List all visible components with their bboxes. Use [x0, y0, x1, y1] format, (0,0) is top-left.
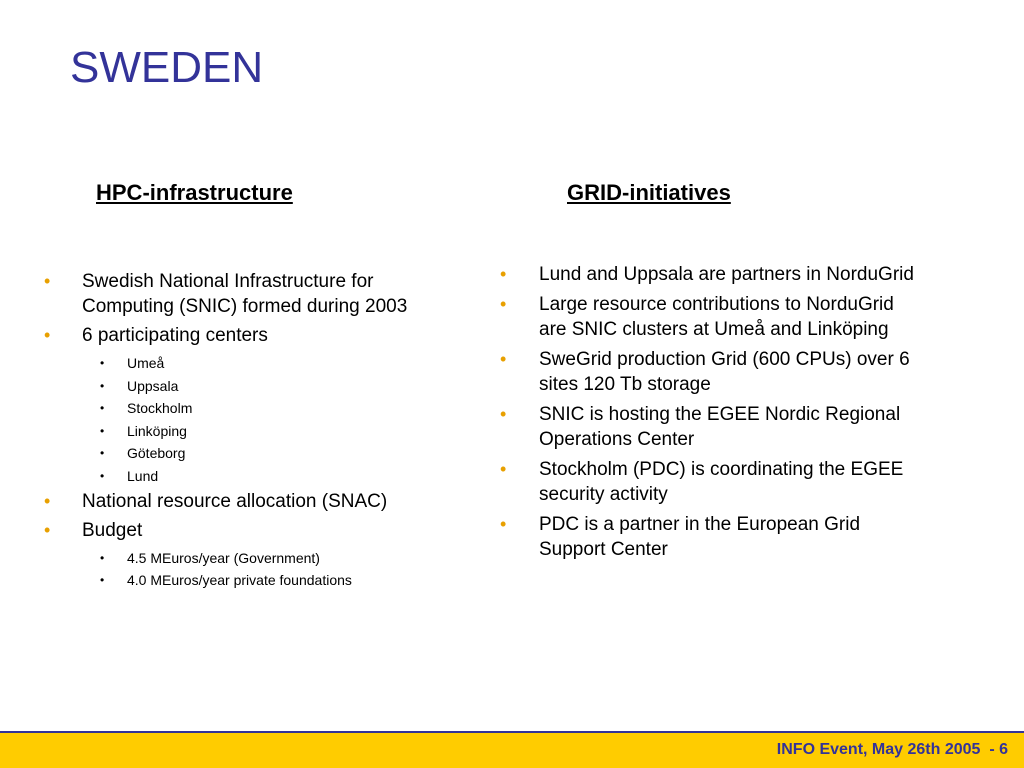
list-item-text: 6 participating centers — [82, 325, 268, 346]
sub-item-text: Lund — [127, 467, 159, 484]
sub-bullet-icon: • — [100, 356, 105, 370]
list-item — [44, 269, 464, 319]
sub-list-item — [44, 547, 464, 570]
bullet-icon: • — [500, 514, 507, 534]
bullet-icon: • — [44, 519, 51, 540]
sub-list-item — [44, 442, 464, 465]
sub-list-item — [44, 352, 464, 375]
list-item — [500, 457, 920, 507]
bullet-icon: • — [500, 459, 507, 479]
list-item-text: SNIC is hosting the EGEE Nordic Regional Operations Center — [539, 404, 901, 450]
sub-list-item — [44, 465, 464, 488]
sub-item-text: Linköping — [127, 422, 187, 439]
sub-bullet-icon: • — [100, 401, 105, 416]
sub-list-item — [44, 397, 464, 420]
grid-initiatives-heading: GRID-initiatives — [567, 180, 731, 205]
list-item-text: SweGrid production Grid (600 CPUs) over 6 sites 120 Tb storage — [539, 349, 910, 395]
grid-initiatives-list — [500, 262, 920, 567]
list-item-text: National resource allocation (SNAC) — [82, 490, 388, 512]
list-item — [44, 489, 464, 514]
sub-list-item — [44, 569, 464, 592]
sub-item-text: 4.5 MEuros/year (Government) — [127, 549, 320, 566]
centers-sub-list — [44, 352, 464, 488]
slide-title: SWEDEN — [70, 43, 264, 92]
hpc-infrastructure-list — [44, 269, 464, 593]
list-item-text: PDC is a partner in the European Grid Support Center — [539, 514, 861, 560]
bullet-icon: • — [500, 264, 507, 284]
list-item — [500, 292, 920, 342]
bullet-icon: • — [44, 271, 51, 291]
sub-item-text: 4.0 MEuros/year private foundations — [127, 572, 352, 589]
bullet-icon: • — [500, 349, 507, 369]
list-item-text: Swedish National Infrastructure for Computing (SNIC) formed during 2003 — [82, 271, 408, 317]
sub-bullet-icon: • — [100, 573, 105, 588]
bullet-icon: • — [500, 294, 507, 314]
sub-list-item — [44, 420, 464, 443]
list-item-text: Lund and Uppsala are partners in NorduGrid — [539, 264, 914, 285]
list-item — [44, 518, 464, 543]
list-item-text: Stockholm (PDC) is coordinating the EGEE security activity — [539, 459, 904, 505]
list-item-text: Large resource contributions to NorduGrid are SNIC clusters at Umeå and Linköping — [539, 294, 894, 340]
sub-list-container — [44, 352, 464, 488]
list-item — [500, 347, 920, 397]
sub-bullet-icon: • — [100, 378, 105, 393]
bullet-icon: • — [500, 404, 507, 424]
hpc-infrastructure-heading: HPC-infrastructure — [96, 180, 293, 205]
sub-item-text: Umeå — [127, 355, 165, 371]
list-item — [500, 512, 920, 562]
sub-bullet-icon: • — [100, 550, 105, 565]
footer-bar — [0, 731, 1024, 768]
sub-item-text: Stockholm — [127, 400, 193, 417]
sub-item-text: Göteborg — [127, 445, 186, 462]
footer-text: INFO Event, May 26th 2005 - 6 — [776, 741, 1008, 758]
sub-bullet-icon: • — [100, 468, 105, 483]
sub-item-text: Uppsala — [127, 377, 179, 394]
bullet-icon: • — [44, 490, 51, 511]
budget-sub-list — [44, 547, 464, 592]
sub-list-item — [44, 375, 464, 398]
bullet-icon: • — [44, 325, 51, 345]
sub-bullet-icon: • — [100, 423, 105, 438]
sub-list-container — [44, 547, 464, 592]
list-item — [500, 262, 920, 287]
sub-bullet-icon: • — [100, 446, 105, 461]
list-item — [500, 402, 920, 452]
list-item-text: Budget — [82, 519, 143, 541]
list-item — [44, 323, 464, 348]
